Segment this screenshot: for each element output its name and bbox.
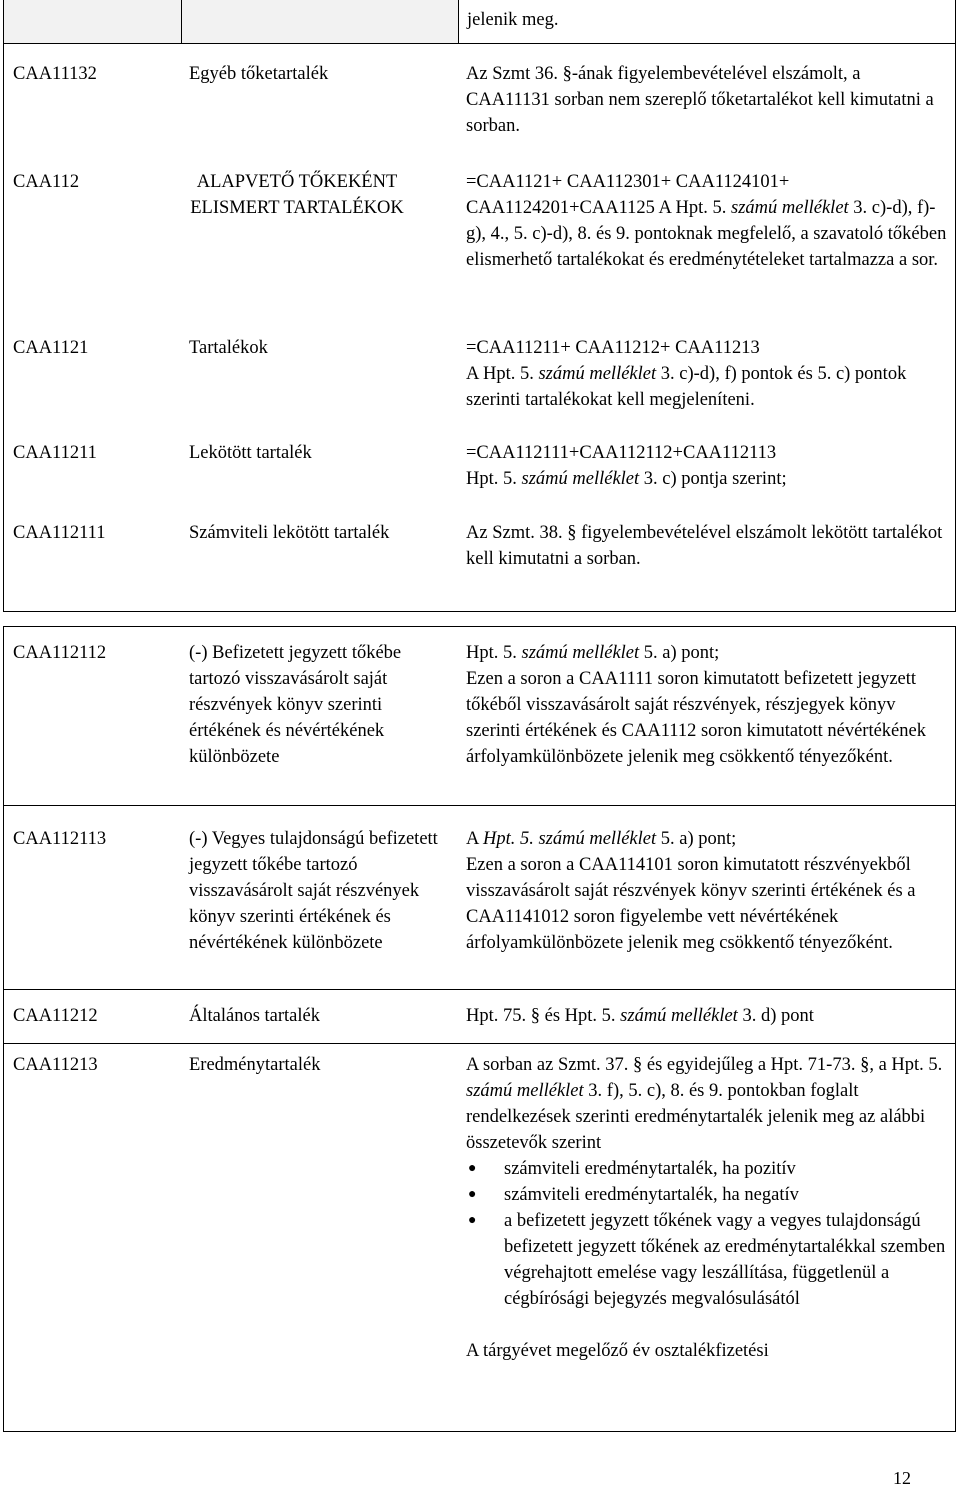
row-code: CAA11212 (13, 1006, 98, 1026)
row-code: CAA112 (13, 172, 80, 192)
row-code: CAA112112 (13, 643, 107, 663)
row-desc: A Hpt. 5. számú melléklet 5. a) pont; Ezen a soron a CAA114101 soron kimutatott részvényekből visszavásárolt saját részvények könyv szerinti értékének és a CAA1141012 soron figyelembe vett névértékének árfolyamkülönbözete jelenik meg csökkentő tényezőként. (466, 829, 916, 953)
table-row (4, 152, 955, 335)
table-row (4, 627, 955, 805)
table-row (4, 335, 955, 440)
table-row (4, 1043, 955, 1432)
table-top (3, 0, 956, 612)
row-desc: Hpt. 75. § és Hpt. 5. számú melléklet 3. d) pont (466, 1006, 814, 1026)
row-name: (-) Vegyes tulajdonságú befizetett jegyzett tőkébe tartozó visszavásárolt saját részvények könyv szerinti értékének és névértékének különbözete (189, 829, 438, 953)
table-bottom (3, 626, 956, 1432)
row-code: CAA112113 (13, 829, 107, 849)
row-code: CAA1121 (13, 338, 89, 358)
row-desc: =CAA1121+ CAA112301+ CAA1124101+ CAA1124201+CAA1125 A Hpt. 5. számú melléklet 3. c)-d), f)-g), 4., 5. c)-d), 8. és 9. pontoknak megfelelő, a szavatoló tőkében elismerhető tartalékokat és eredménytételeket tartalmazza a sor. (466, 172, 947, 270)
row-name: Lekötött tartalék (189, 443, 312, 463)
row-name: Eredménytartalék (189, 1055, 321, 1075)
table-row (4, 520, 955, 612)
bullet-list (466, 1156, 949, 1312)
row-name: Számviteli lekötött tartalék (189, 523, 390, 543)
row-name: Egyéb tőketartalék (189, 64, 329, 84)
row-name: Tartalékok (189, 338, 268, 358)
table-row (4, 805, 955, 989)
list-item: ● számviteli eredménytartalék, ha pozitív (466, 1156, 949, 1182)
list-item: ● számviteli eredménytartalék, ha negatív (466, 1182, 949, 1208)
row-desc: =CAA11211+ CAA11212+ CAA11213 A Hpt. 5. számú melléklet 3. c)-d), f) pontok és 5. c) pontok szerinti tartalékokat kell megjeleníteni. (466, 338, 907, 410)
row-code: CAA11211 (13, 443, 97, 463)
row-name: ALAPVETŐ TŐKEKÉNT ELISMERT TARTALÉKOK (190, 172, 404, 218)
row-desc-tail: A tárgyévet megelőző év osztalékfizetési (466, 1341, 769, 1361)
table-row (4, 440, 955, 520)
table-row-continuation (4, 0, 955, 43)
row-desc: =CAA112111+CAA112112+CAA112113 Hpt. 5. számú melléklet 3. c) pontja szerint; (466, 443, 787, 489)
row-desc: A sorban az Szmt. 37. § és egyidejűleg a Hpt. 71-73. §, a Hpt. 5. számú melléklet 3. f), 5. c), 8. és 9. pontokban foglalt rendelkezések szerinti eredménytartalék jelenik meg az alábbi összetevők szerint ● számviteli eredménytartalék, ha pozitív ● számviteli eredménytartalék, ha negatív ● a befizetett jegyzett tőkének vagy a vegyes tulajdonságú befizetett jegyzett tőkének az eredménytartalékkal szemben végrehajtott emelése vagy leszállítása, függetlenül a cégbírósági bejegyzés megvalósulásától A tárgyévet megelőző év osztalékfizetési (458, 1044, 955, 1432)
row-code: CAA11132 (13, 64, 97, 84)
row-code: CAA112111 (13, 523, 106, 543)
page-number: 12 (893, 1468, 911, 1488)
table-row (4, 43, 955, 152)
list-item: ● a befizetett jegyzett tőkének vagy a vegyes tulajdonságú befizetett jegyzett tőkének az eredménytartalékkal szemben végrehajtott emelése vagy leszállítása, függetlenül a cégbírósági bejegyzés megvalósulásától (466, 1208, 949, 1312)
row-desc: Az Szmt 36. §-ának figyelembevételével elszámolt, a CAA11131 sorban nem szereplő tőketartalékot kell kimutatni a sorban. (466, 64, 934, 136)
table-row (4, 989, 955, 1043)
row-name: Általános tartalék (189, 1006, 320, 1026)
continued-text: jelenik meg. (467, 10, 559, 30)
row-name: (-) Befizetett jegyzett tőkébe tartozó visszavásárolt saját részvények könyv szerinti értékének és névértékének különbözete (189, 643, 402, 767)
row-desc: Hpt. 5. számú melléklet 5. a) pont; Ezen a soron a CAA1111 soron kimutatott befizetett jegyzett tőkéből visszavásárolt saját részvények, részjegyek könyv szerinti értékének és CAA1112 soron kimutatott névértékének árfolyamkülönbözete jelenik meg csökkentő tényezőként. (466, 643, 926, 767)
row-desc: Az Szmt. 38. § figyelembevételével elszámolt lekötött tartalékot kell kimutatni a sorban. (466, 523, 943, 569)
row-code: CAA11213 (13, 1055, 98, 1075)
